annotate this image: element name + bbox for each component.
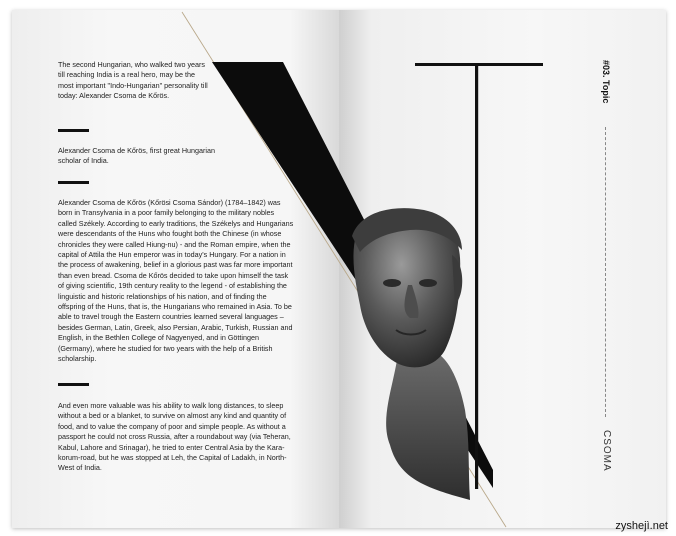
- dashed-rule: [605, 127, 606, 417]
- bust-sculpture: [352, 208, 470, 500]
- intro-paragraph: The second Hungarian, who walked two years till reaching India is a real hero, may be the most important "Indo-Hungarian" personality till today: Alexander Csoma de Kőrös.: [58, 60, 208, 101]
- divider-bar: [58, 383, 89, 386]
- body-paragraph-1: Alexander Csoma de Kőrös (Kőrösi Csoma Sándor) (1784–1842) was born in Transylvania in a poor family belonging to the military nobles called Székely. According to early traditions, the Székelys and Hungarians were descendants of the Huns who fought both the Chinese (in whose chronicles they were called Hiung-nu) - and the Roman empire, when the capital of Attila the Hun emperor was in today's Hungary. For a nation in the process of awakening, belief in a glorious past was far more important than even bread. Csoma de Kőrös decided to take upon himself the task of giving scientific, 19th century reality to the legend - of establishing the linguistic and historic relationships of his nation, and of finding the offspring of the Huns, that is, the Hungarians who remained in Asia. To be able to travel trough the Eastern countries learned several languages – besides German, Latin, Greek, also Persian, Arabic, Turkish, Russian and English, in the Bethlen College of Nagyenyed, and in Göttingen (Germany), where he studied for two years with the help of a British scholarship.: [58, 198, 294, 364]
- watermark: zyshejì.net: [615, 520, 668, 532]
- divider-bar: [58, 181, 89, 184]
- letter-t-crossbar: [415, 63, 543, 66]
- topic-label: #03. Topic: [601, 60, 611, 104]
- portrait-caption: Alexander Csoma de Kőrös, first great Hungarian scholar of India.: [58, 146, 216, 166]
- csoma-label: CSOMA: [601, 430, 612, 472]
- letter-t-stem: [475, 63, 478, 489]
- body-paragraph-2: And even more valuable was his ability to walk long distances, to sleep without a bed or a blanket, to survive on almost any kind and quantity of food, and to value the company of poor and simple people. As without a passport he could not cross Russia, after a roundabout way (via Teheran, Kabul, Lahore and Srinagar), he tried to enter Central Asia by the Kara-korum-road, but he was stopped at Leh, the Capital of Ladakh, in North-West of India.: [58, 401, 291, 473]
- divider-bar: [58, 129, 89, 132]
